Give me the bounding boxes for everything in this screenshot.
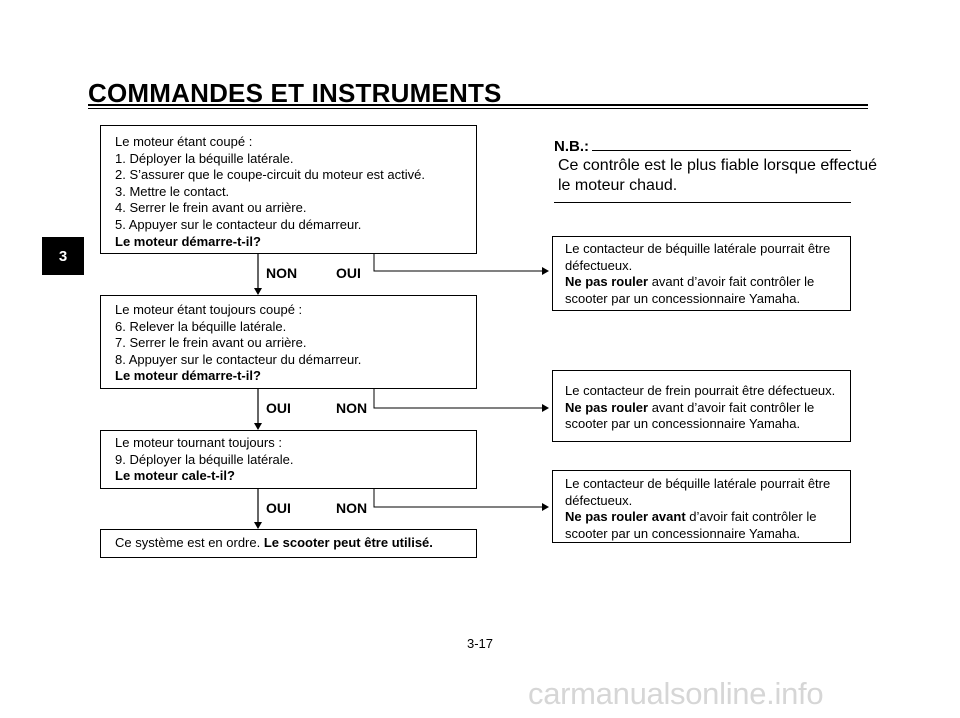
result-warning: Ne pas rouler avant xyxy=(565,509,686,525)
result-line-rest: avant d’avoir fait contrôler le xyxy=(648,399,815,415)
flow-step-box-3 xyxy=(100,430,477,489)
page-number: 3-17 xyxy=(466,636,494,651)
note-rule-bottom xyxy=(554,202,851,203)
note-rule-top xyxy=(592,150,851,151)
result-line: scooter par un concessionnaire Yamaha. xyxy=(565,525,801,541)
step-line: 4. Serrer le frein avant ou arrière. xyxy=(115,200,307,216)
branch-label-right-1: OUI xyxy=(336,265,361,281)
flow-final-box xyxy=(100,529,477,558)
branch-label-down-3: OUI xyxy=(266,500,291,516)
result-line: Le contacteur de béquille latérale pourrait être xyxy=(565,476,831,491)
step-line: 7. Serrer le frein avant ou arrière. xyxy=(115,335,307,351)
result-line xyxy=(565,509,838,526)
result-warning: Ne pas rouler xyxy=(565,274,649,290)
step-line: Le moteur étant toujours coupé : xyxy=(115,302,303,317)
result-line: défectueux. xyxy=(565,257,633,273)
result-box-3 xyxy=(552,470,851,543)
step-line: 6. Relever la béquille latérale. xyxy=(115,318,287,334)
note-text xyxy=(558,156,878,196)
note-line: Ce contrôle est le plus fiable lorsque effectué xyxy=(558,157,878,174)
result-line: scooter par un concessionnaire Yamaha. xyxy=(565,416,801,432)
final-text-bold: Le scooter peut être utilisé. xyxy=(263,535,433,550)
step-line: 9. Déployer la béquille latérale. xyxy=(115,451,294,467)
step-line: Le moteur étant coupé : xyxy=(115,134,253,149)
page-title: COMMANDES ET INSTRUMENTS xyxy=(88,78,502,108)
result-line: Le contacteur de béquille latérale pourrait être xyxy=(565,241,831,256)
result-line xyxy=(565,274,838,291)
note-heading: N.B.: xyxy=(554,138,589,155)
result-line: défectueux. xyxy=(565,492,633,508)
result-line-rest: d’avoir fait contrôler le xyxy=(685,509,817,525)
flow-step-box-2 xyxy=(100,295,477,389)
step-line: 8. Appuyer sur le contacteur du démarreur. xyxy=(115,351,362,367)
watermark: carmanualsonline.info xyxy=(528,676,824,711)
result-warning: Ne pas rouler xyxy=(565,399,649,415)
chapter-tab: 3 xyxy=(42,237,84,275)
branch-label-right-2: NON xyxy=(336,400,368,416)
branch-label-right-3: NON xyxy=(336,500,368,516)
step-line: 5. Appuyer sur le contacteur du démarreur. xyxy=(115,216,362,232)
result-line-rest: avant d’avoir fait contrôler le xyxy=(648,274,815,290)
note-line: le moteur chaud. xyxy=(558,177,678,194)
flow-step-box-1 xyxy=(100,125,477,254)
step-question: Le moteur démarre-t-il? xyxy=(115,233,261,249)
branch-label-down-2: OUI xyxy=(266,400,291,416)
step-question: Le moteur cale-t-il? xyxy=(115,468,235,484)
step-line: Le moteur tournant toujours : xyxy=(115,435,282,450)
connector-right-3 xyxy=(374,488,548,507)
final-text: Ce système est en ordre. xyxy=(115,535,264,550)
step-line: 3. Mettre le contact. xyxy=(115,183,230,199)
result-line: scooter par un concessionnaire Yamaha. xyxy=(565,290,801,306)
step-line: 2. S’assurer que le coupe-circuit du moteur est activé. xyxy=(115,167,425,183)
branch-label-down-1: NON xyxy=(266,265,298,281)
connector-right-2 xyxy=(374,388,548,408)
step-line: 1. Déployer la béquille latérale. xyxy=(115,150,294,166)
result-box-1 xyxy=(552,236,851,311)
final-line xyxy=(115,535,462,552)
step-question: Le moteur démarre-t-il? xyxy=(115,368,261,384)
result-line: Le contacteur de frein pourrait être défectueux. xyxy=(565,383,836,398)
result-line xyxy=(565,400,838,417)
result-box-2 xyxy=(552,370,851,442)
connector-right-1 xyxy=(374,253,548,271)
